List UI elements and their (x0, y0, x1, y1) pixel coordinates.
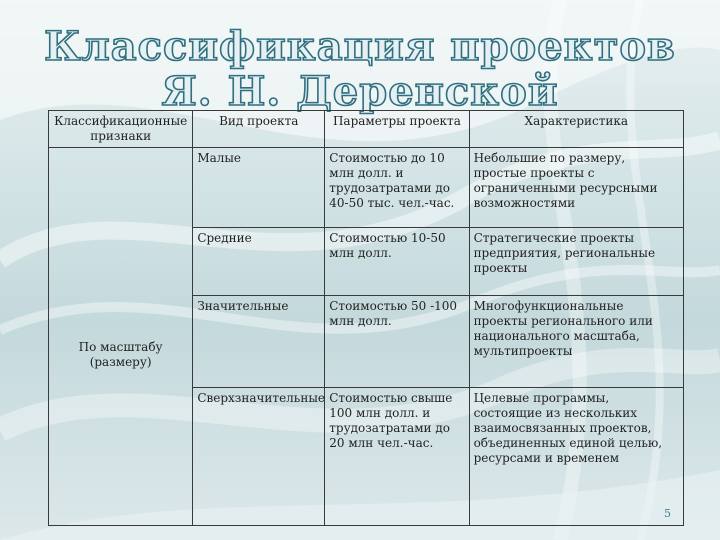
cell-parameters: Стоимостью 10-50 млн долл. (325, 228, 469, 296)
cell-parameters: Стоимостью свыше 100 млн долл. и трудозатратами до 20 млн чел.-час. (325, 388, 469, 526)
cell-parameters: Стоимостью до 10 млн долл. и трудозатратами до 40-50 тыс. чел.-час. (325, 148, 469, 228)
header-parameters: Параметры проекта (325, 111, 469, 148)
classification-table (48, 110, 684, 526)
cell-description: Стратегические проекты предприятия, региональные проекты (469, 228, 683, 296)
page-number: 5 (664, 507, 671, 520)
classification-table-container (48, 110, 684, 522)
cell-project-type: Сверхзначительные (193, 388, 325, 526)
slide-title: Классификация проектов Я. Н. Деренской (44, 23, 676, 115)
cell-description: Целевые программы, состоящие из нескольких взаимосвязанных проектов, объединенных единой целью, ресурсами и временем (469, 388, 683, 526)
group-label: По масштабу (размеру) (49, 148, 193, 526)
cell-description: Многофункциональные проекты регионального или национального масштаба, мультипроекты (469, 296, 683, 388)
header-characteristics: Характеристика (469, 111, 683, 148)
cell-project-type: Значительные (193, 296, 325, 388)
cell-project-type: Малые (193, 148, 325, 228)
cell-project-type: Средние (193, 228, 325, 296)
header-project-type: Вид проекта (193, 111, 325, 148)
table-header-row (49, 111, 684, 148)
header-criteria: Классификационные признаки (49, 111, 193, 148)
table-row (49, 148, 684, 228)
cell-parameters: Стоимостью 50 -100 млн долл. (325, 296, 469, 388)
cell-description: Небольшие по размеру, простые проекты с ограниченными ресурсными возможностями (469, 148, 683, 228)
